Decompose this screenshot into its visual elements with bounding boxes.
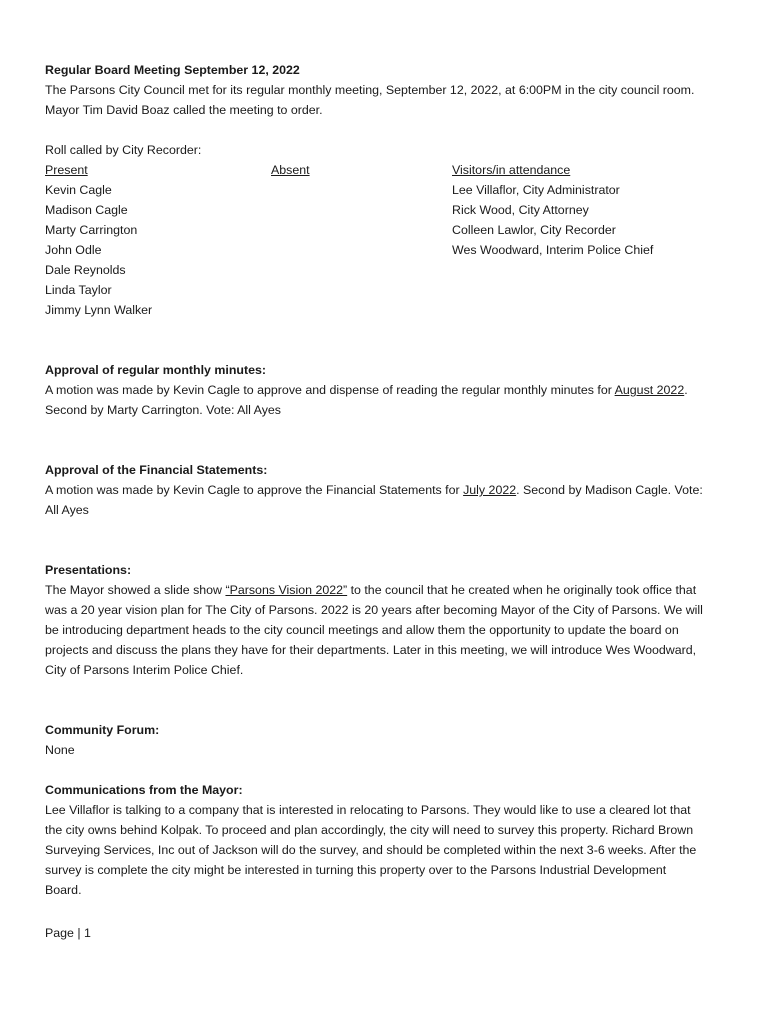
paragraph-line: City of Parsons Interim Police Chief. bbox=[45, 663, 244, 677]
financial-month: July 2022 bbox=[463, 483, 517, 497]
section-heading: Approval of the Financial Statements: bbox=[45, 463, 268, 477]
roll-call-table bbox=[45, 160, 730, 320]
absent-column bbox=[271, 160, 310, 180]
paragraph-line: Surveying Services, Inc out of Jackson will do the survey, and should be completed within the next 3-6 weeks. After the bbox=[45, 843, 697, 857]
section-heading: Approval of regular monthly minutes: bbox=[45, 363, 266, 377]
paragraph-line: Second by Marty Carrington. Vote: All Ayes bbox=[45, 403, 282, 417]
visitors-column bbox=[452, 160, 653, 260]
section-heading: Communications from the Mayor: bbox=[45, 783, 243, 797]
intro-line: The Parsons City Council met for its regular monthly meeting, September 12, 2022, at 6:00PM in the city council room. bbox=[45, 83, 695, 97]
paragraph-line: A motion was made by Kevin Cagle to approve and dispense of reading the regular monthly minutes for August 2022. bbox=[45, 383, 688, 397]
paragraph-line: the city owns behind Kolpak. To proceed and plan accordingly, the city will need to survey this property. Richard Brown bbox=[45, 823, 694, 837]
paragraph-line: be introducing department heads to the city council meetings and allow them the opportunity to update the board on bbox=[45, 623, 679, 637]
visitor: Rick Wood, City Attorney bbox=[452, 203, 589, 217]
paragraph-line: None bbox=[45, 743, 75, 757]
paragraph-line: All Ayes bbox=[45, 503, 89, 517]
present-member: Marty Carrington bbox=[45, 223, 138, 237]
present-member: Jimmy Lynn Walker bbox=[45, 303, 153, 317]
present-member: Madison Cagle bbox=[45, 203, 128, 217]
minutes-section bbox=[45, 360, 730, 420]
visitor: Colleen Lawlor, City Recorder bbox=[452, 223, 616, 237]
meeting-title: Regular Board Meeting September 12, 2022 bbox=[45, 63, 300, 77]
visitor: Lee Villaflor, City Administrator bbox=[452, 183, 620, 197]
present-member: Dale Reynolds bbox=[45, 263, 126, 277]
present-member: Linda Taylor bbox=[45, 283, 112, 297]
present-column bbox=[45, 160, 152, 320]
present-member: Kevin Cagle bbox=[45, 183, 112, 197]
paragraph-line: Lee Villaflor is talking to a company that is interested in relocating to Parsons. They would like to use a cleared lot that bbox=[45, 803, 691, 817]
present-member: John Odle bbox=[45, 243, 102, 257]
slide-show-title: “Parsons Vision 2022” bbox=[225, 583, 348, 597]
intro-line: Mayor Tim David Boaz called the meeting to order. bbox=[45, 103, 323, 117]
paragraph-line: A motion was made by Kevin Cagle to approve the Financial Statements for July 2022. Second by Madison Cagle. Vote: bbox=[45, 483, 703, 497]
section-heading: Community Forum: bbox=[45, 723, 160, 737]
section-heading: Presentations: bbox=[45, 563, 132, 577]
visitors-heading: Visitors/in attendance bbox=[452, 163, 571, 177]
paragraph-line: Board. bbox=[45, 883, 82, 897]
community-forum-section bbox=[45, 720, 730, 760]
paragraph-line: projects and discuss the plans they have for their departments. Later in this meeting, we will introduce Wes Woodward, bbox=[45, 643, 697, 657]
absent-heading: Absent bbox=[271, 163, 310, 177]
minutes-month: August 2022 bbox=[614, 383, 685, 397]
presentations-section bbox=[45, 560, 730, 680]
present-heading: Present bbox=[45, 163, 88, 177]
page-number: Page | 1 bbox=[45, 926, 91, 940]
visitor: Wes Woodward, Interim Police Chief bbox=[452, 243, 654, 257]
paragraph-line: survey is complete the city might be interested in turning this property over to the Parsons Industrial Development bbox=[45, 863, 667, 877]
roll-label: Roll called by City Recorder: bbox=[45, 143, 202, 157]
mayor-communications-section bbox=[45, 780, 730, 900]
paragraph-line: was a 20 year vision plan for The City of Parsons. 2022 is 20 years after becoming Mayor of the City of Parsons. We will bbox=[45, 603, 703, 617]
paragraph-line: The Mayor showed a slide show “Parsons Vision 2022” to the council that he created when he originally took office that bbox=[45, 583, 697, 597]
document-page bbox=[45, 60, 730, 900]
financial-section bbox=[45, 460, 730, 520]
